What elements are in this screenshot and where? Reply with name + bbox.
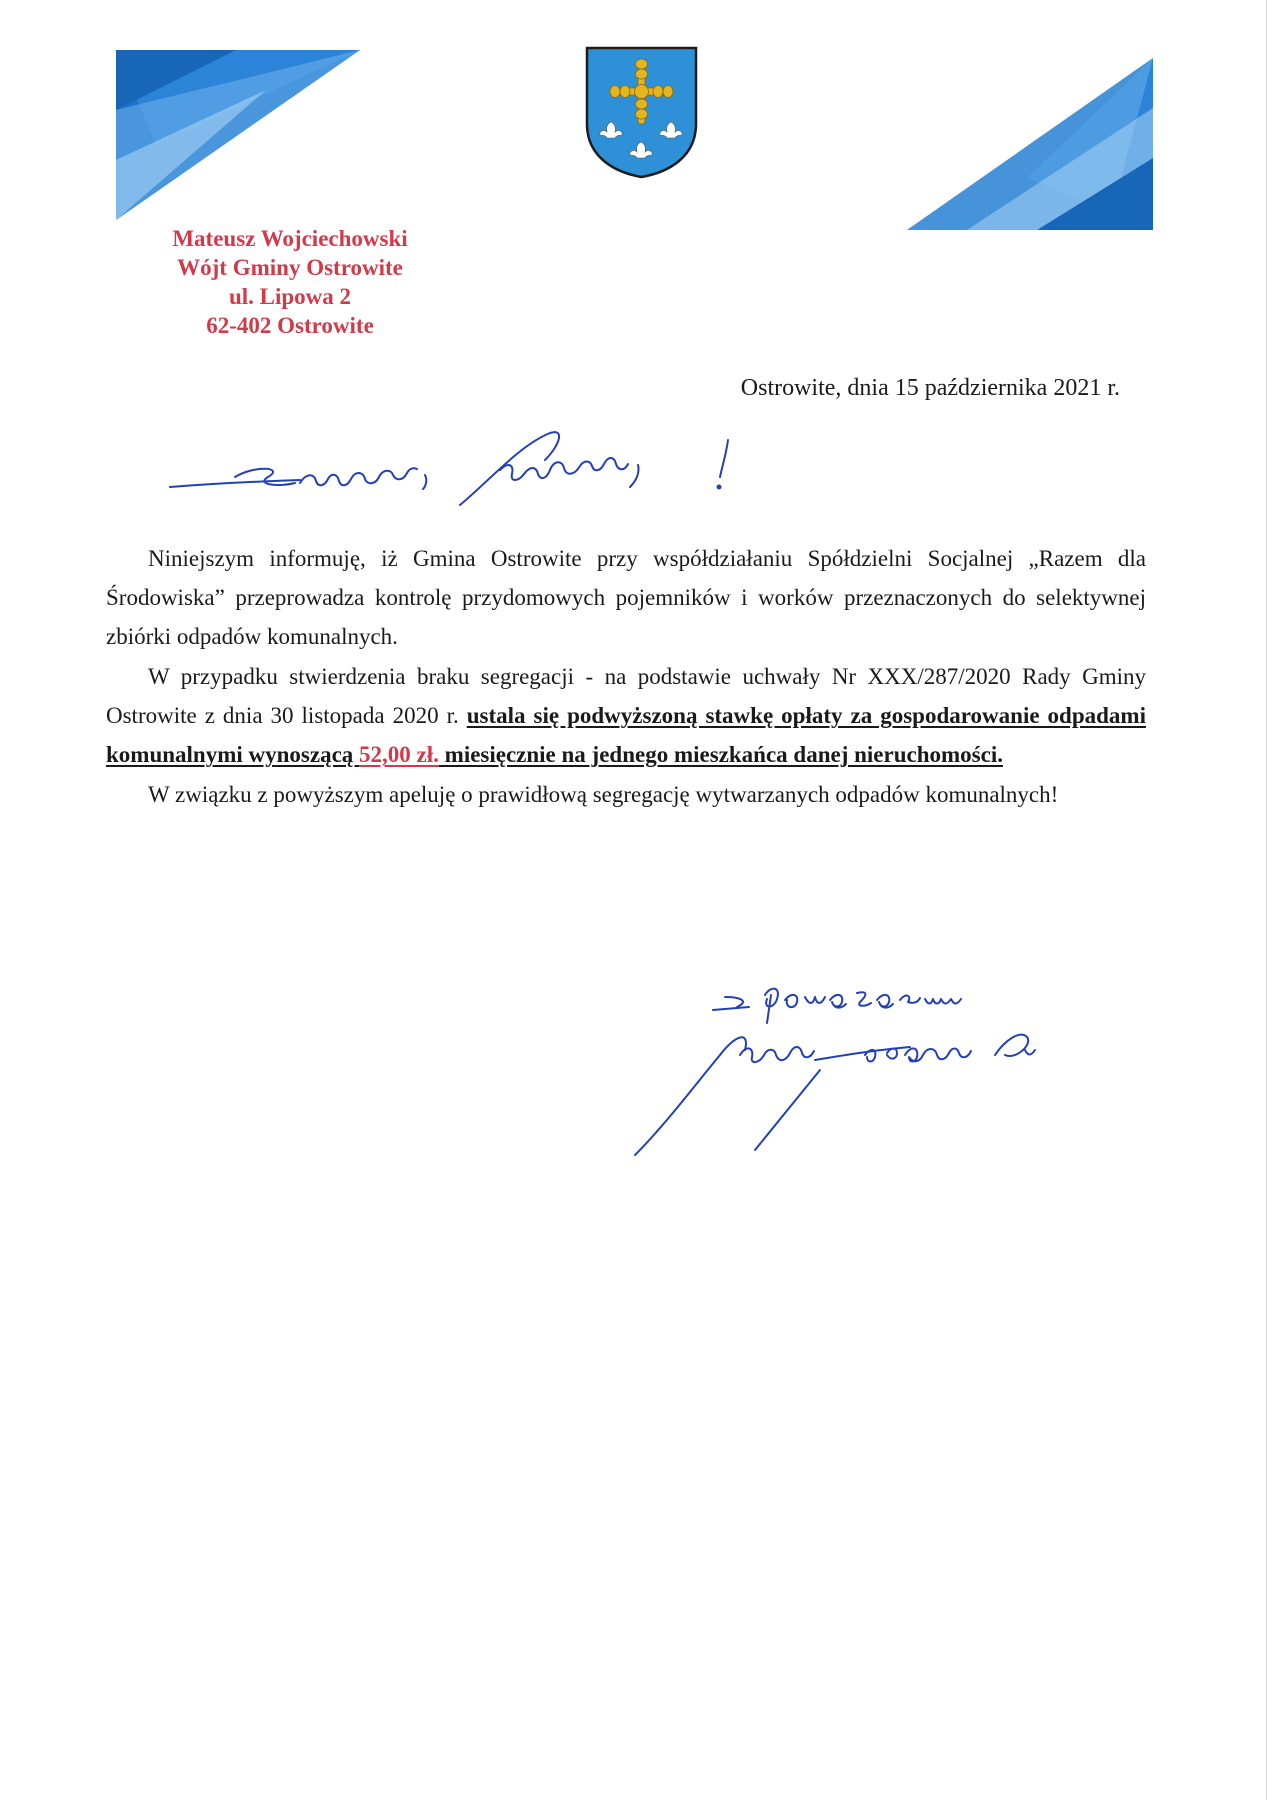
paragraph-2 (106, 657, 1146, 774)
letter-body (106, 539, 1146, 815)
sender-block (90, 224, 490, 340)
sender-title: Wójt Gminy Ostrowite (177, 255, 403, 280)
paragraph-1: Niniejszym informuję, iż Gmina Ostrowite przy współdziałaniu Spółdzielni Socjalnej „Razem dla Środowiska” przeprowadza kontrolę przydomowych pojemników i worków przeznaczonych do selektywnej zbiórki odpadów komunalnych. (106, 546, 1146, 649)
paragraph-3: W związku z powyższym apeluję o prawidłową segregację wytwarzanych odpadów komunalnych! (148, 782, 1059, 807)
handwritten-salutation (160, 425, 780, 520)
emphasis-fee-text-end: miesięcznie na jednego mieszkańca danej nieruchomości. (438, 742, 1003, 767)
paragraph-2-lead: W przypadku stwierdzenia braku segregacji - na podstawie uchwały Nr XXX/287/2020 Rady Gminy Ostrowite z dnia 30 listopada 2020 r. (106, 664, 1146, 728)
right-blue-banner (907, 58, 1153, 230)
handwritten-signature (625, 975, 1135, 1175)
coat-of-arms-icon (585, 46, 698, 179)
sender-name: Mateusz Wojciechowski (172, 226, 408, 251)
emphasis-fee-text: ustala się podwyższoną stawkę opłaty za gospodarowanie odpadami komunalnymi wynoszącą (106, 703, 1146, 767)
scan-edge-line (1266, 0, 1267, 1800)
fee-amount: 52,00 zł. (359, 742, 439, 767)
sender-postal: 62-402 Ostrowite (206, 313, 374, 338)
left-blue-banner (116, 50, 360, 220)
date-line: Ostrowite, dnia 15 października 2021 r. (740, 375, 1120, 401)
sender-street: ul. Lipowa 2 (228, 284, 352, 309)
